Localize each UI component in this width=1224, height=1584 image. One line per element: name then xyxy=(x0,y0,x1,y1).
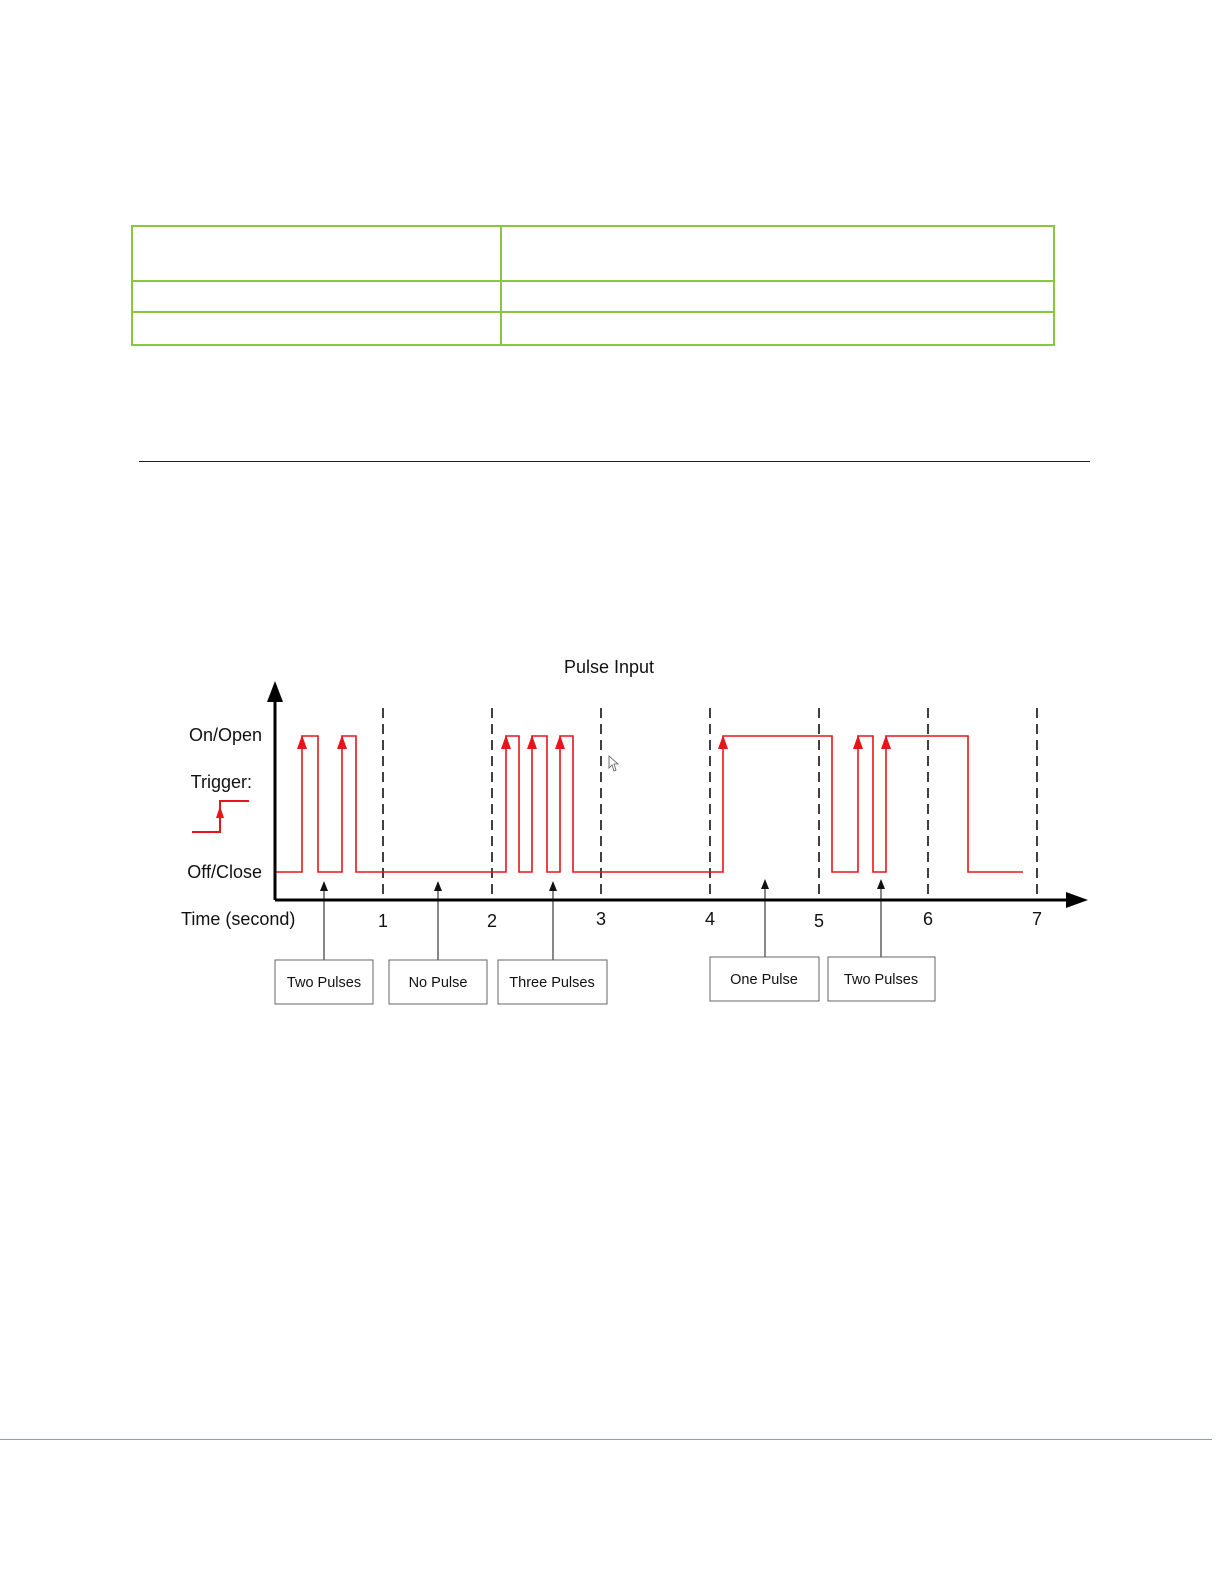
annotation-label: Two Pulses xyxy=(843,972,919,988)
annotation-label: Two Pulses xyxy=(286,975,362,991)
tick-label: 3 xyxy=(595,909,607,929)
table-cell xyxy=(501,312,1054,345)
table-cell xyxy=(132,226,501,281)
tick-label: 6 xyxy=(922,909,934,929)
trigger-legend-icon xyxy=(192,801,249,832)
table-row xyxy=(132,312,1054,345)
rising-edge-arrow xyxy=(501,735,511,749)
mouse-cursor-icon xyxy=(609,756,618,771)
y-axis-arrowhead xyxy=(267,681,283,702)
footer-divider xyxy=(0,1439,1212,1440)
table-cell xyxy=(501,226,1054,281)
table-cell xyxy=(501,281,1054,312)
rising-edge-arrow xyxy=(881,735,891,749)
table-cell xyxy=(132,281,501,312)
tick-label: 1 xyxy=(377,911,389,931)
diagram-title: Pulse Input xyxy=(563,657,655,677)
pulse-input-diagram xyxy=(0,640,1224,1040)
rising-edge-arrow xyxy=(853,735,863,749)
table-row xyxy=(132,226,1054,281)
axes xyxy=(267,681,1088,908)
x-axis-label: Time (second) xyxy=(181,909,296,929)
rising-edge-arrow xyxy=(718,735,728,749)
annotation-label: No Pulse xyxy=(408,975,468,991)
x-axis-arrowhead xyxy=(1066,892,1088,908)
pulse-signal xyxy=(275,736,1023,872)
rising-edge-arrow xyxy=(555,735,565,749)
annotation-label: Three Pulses xyxy=(509,975,595,991)
off-close-label: Off/Close xyxy=(187,862,262,882)
trigger-label: Trigger: xyxy=(190,772,252,792)
on-open-label: On/Open xyxy=(188,725,262,745)
empty-green-table xyxy=(131,225,1055,346)
rising-edge-arrow xyxy=(337,735,347,749)
rising-edge-arrow xyxy=(527,735,537,749)
tick-label: 7 xyxy=(1031,909,1043,929)
rising-edge-markers xyxy=(297,735,891,749)
rising-edge-arrow xyxy=(297,735,307,749)
section-divider xyxy=(139,461,1090,462)
table-row xyxy=(132,281,1054,312)
annotation-label: One Pulse xyxy=(730,972,798,988)
annotation-arrowheads xyxy=(320,879,885,891)
tick-label: 2 xyxy=(486,911,498,931)
tick-label: 5 xyxy=(813,911,825,931)
table-cell xyxy=(132,312,501,345)
tick-label: 4 xyxy=(704,909,716,929)
